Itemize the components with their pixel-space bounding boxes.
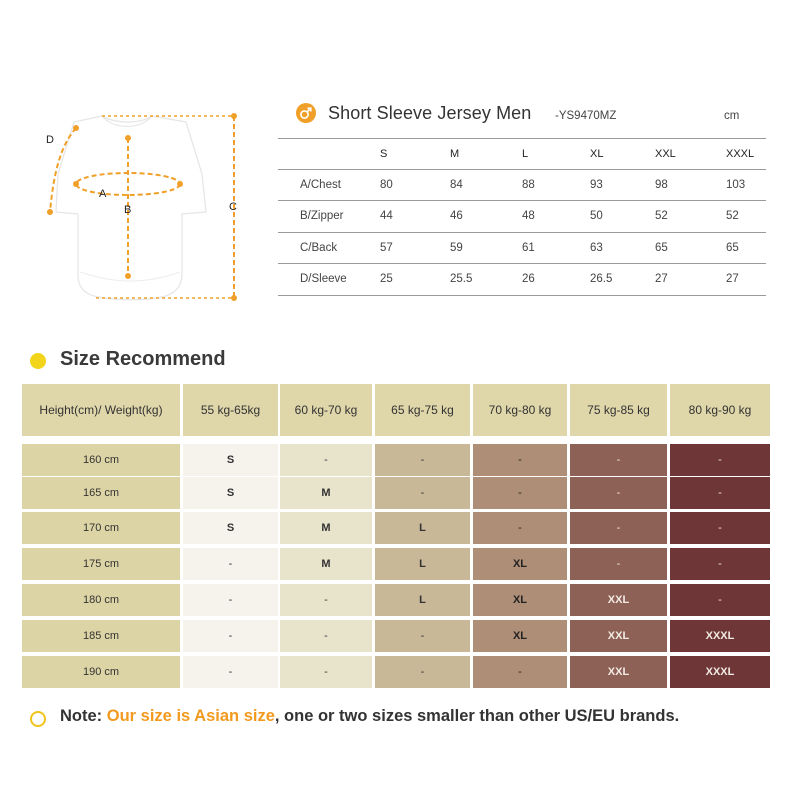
recommend-cell: S: [183, 477, 278, 509]
measure-row: [278, 201, 766, 233]
measure-value: 27: [655, 273, 668, 286]
recommend-cell: XXL: [570, 620, 667, 652]
measure-row: [278, 264, 766, 296]
recommend-cell: -: [670, 477, 770, 509]
weight-header: 80 kg-90 kg: [670, 384, 770, 436]
weight-header: 60 kg-70 kg: [280, 384, 372, 436]
measure-value: 59: [450, 241, 463, 254]
measure-value: 52: [726, 210, 739, 223]
recommend-cell: M: [280, 477, 372, 509]
height-label: 185 cm: [22, 620, 180, 652]
unit-label: cm: [724, 110, 740, 122]
recommend-cell: -: [473, 656, 567, 688]
recommend-cell: -: [570, 477, 667, 509]
male-symbol-icon: [296, 103, 316, 123]
recommend-row: [22, 584, 770, 616]
note-prefix: Note:: [60, 707, 107, 725]
recommend-cell: -: [280, 444, 372, 476]
recommend-cell: XXL: [570, 584, 667, 616]
note-highlight: Our size is Asian size: [106, 707, 275, 725]
measure-value: 50: [590, 210, 603, 223]
label-b: B: [124, 204, 132, 216]
recommend-cell: XL: [473, 584, 567, 616]
measure-value: 46: [450, 210, 463, 223]
measure-row-label: C/Back: [300, 241, 338, 254]
recommend-cell: M: [280, 548, 372, 580]
measure-value: 52: [655, 210, 668, 223]
measure-value: 44: [380, 210, 393, 223]
recommend-cell: -: [375, 444, 470, 476]
recommend-cell: -: [473, 512, 567, 544]
measure-value: 61: [522, 241, 535, 254]
recommend-cell: L: [375, 584, 470, 616]
size-header-xxxl: XXXL: [726, 148, 755, 160]
recommend-cell: -: [570, 512, 667, 544]
measure-value: 48: [522, 210, 535, 223]
yellow-bullet-icon: [30, 353, 46, 369]
label-a: A: [99, 188, 107, 200]
measure-value: 65: [655, 241, 668, 254]
recommend-row: [22, 444, 770, 476]
measure-value: 65: [726, 241, 739, 254]
note-suffix: , one or two sizes smaller than other US/EU brands.: [274, 707, 680, 725]
recommend-cell: -: [375, 620, 470, 652]
weight-header: 65 kg-75 kg: [375, 384, 470, 436]
measure-row: [278, 170, 766, 202]
recommend-row: [22, 512, 770, 544]
recommend-header-row: [22, 384, 770, 436]
recommend-cell: L: [375, 548, 470, 580]
measure-value: 80: [380, 178, 393, 191]
recommend-cell: -: [183, 656, 278, 688]
recommend-cell: -: [183, 620, 278, 652]
size-header-m: M: [450, 148, 460, 160]
recommend-cell: -: [570, 548, 667, 580]
size-recommend-title: Size Recommend: [60, 348, 226, 370]
recommend-cell: -: [280, 656, 372, 688]
measure-value: 98: [655, 178, 668, 191]
measurement-table: [278, 138, 766, 296]
recommend-row: [22, 620, 770, 652]
recommend-cell: XXL: [570, 656, 667, 688]
recommend-cell: XXXL: [670, 656, 770, 688]
product-code: -YS9470MZ: [555, 110, 617, 122]
recommend-cell: XXXL: [670, 620, 770, 652]
recommend-cell: L: [375, 512, 470, 544]
measurement-header: [296, 100, 776, 132]
measure-value: 93: [590, 178, 603, 191]
size-header-xxl: XXL: [655, 148, 676, 160]
recommend-cell: -: [570, 444, 667, 476]
height-label: 175 cm: [22, 548, 180, 580]
recommend-cell: S: [183, 444, 278, 476]
recommend-cell: -: [473, 477, 567, 509]
weight-header: 75 kg-85 kg: [570, 384, 667, 436]
measure-header-row: [278, 138, 766, 170]
height-label: 160 cm: [22, 444, 180, 476]
label-c: C: [229, 201, 237, 213]
recommend-cell: -: [280, 584, 372, 616]
corner-header: Height(cm)/ Weight(kg): [22, 384, 180, 436]
recommend-cell: -: [473, 444, 567, 476]
height-label: 180 cm: [22, 584, 180, 616]
size-header-l: L: [522, 148, 529, 160]
ring-bullet-icon: [30, 711, 46, 727]
measure-value: 63: [590, 241, 603, 254]
measure-value: 103: [726, 178, 746, 191]
recommend-cell: -: [670, 512, 770, 544]
measure-value: 27: [726, 273, 739, 286]
weight-header: 55 kg-65kg: [183, 384, 278, 436]
chart-title: Short Sleeve Jersey Men: [328, 103, 532, 123]
recommend-cell: -: [670, 444, 770, 476]
size-note: [60, 707, 679, 726]
measure-value: 26: [522, 273, 535, 286]
recommend-row: [22, 477, 770, 509]
recommend-cell: -: [670, 584, 770, 616]
size-header-xl: XL: [590, 148, 604, 160]
recommend-cell: -: [375, 656, 470, 688]
measure-row: [278, 233, 766, 265]
measure-value: 88: [522, 178, 535, 191]
recommend-cell: XL: [473, 620, 567, 652]
recommend-cell: -: [670, 548, 770, 580]
recommend-cell: -: [280, 620, 372, 652]
measure-row-label: D/Sleeve: [300, 273, 347, 286]
measure-value: 25: [380, 273, 393, 286]
height-label: 165 cm: [22, 477, 180, 509]
recommend-cell: -: [183, 584, 278, 616]
measure-value: 25.5: [450, 273, 473, 286]
measure-value: 57: [380, 241, 393, 254]
weight-header: 70 kg-80 kg: [473, 384, 567, 436]
recommend-cell: S: [183, 512, 278, 544]
height-label: 170 cm: [22, 512, 180, 544]
recommend-cell: XL: [473, 548, 567, 580]
recommend-cell: M: [280, 512, 372, 544]
recommend-row: [22, 656, 770, 688]
recommend-cell: -: [183, 548, 278, 580]
label-d: D: [46, 134, 54, 146]
measure-row-label: A/Chest: [300, 178, 341, 191]
measure-value: 26.5: [590, 273, 613, 286]
jersey-diagram: [36, 104, 266, 314]
size-header-s: S: [380, 148, 388, 160]
measure-row-label: B/Zipper: [300, 210, 344, 223]
height-label: 190 cm: [22, 656, 180, 688]
measure-value: 84: [450, 178, 463, 191]
recommend-row: [22, 548, 770, 580]
recommend-cell: -: [375, 477, 470, 509]
